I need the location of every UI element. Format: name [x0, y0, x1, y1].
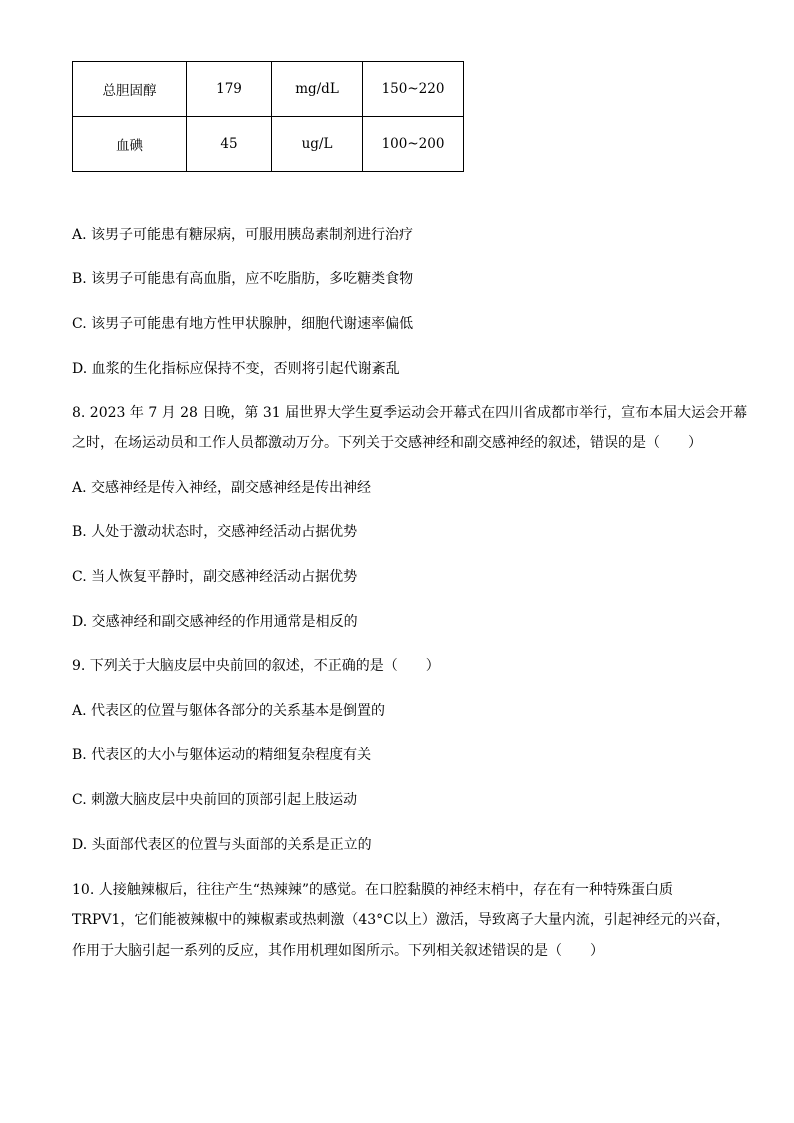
q9-option-a: A. 代表区的位置与躯体各部分的关系基本是倒置的 — [72, 703, 386, 719]
table-cell: 总胆固醇 — [73, 62, 187, 117]
q7-option-b: B. 该男子可能患有高血脂，应不吃脂肪，多吃糖类食物 — [72, 271, 414, 287]
q10-stem-line2: TRPV1，它们能被辣椒中的辣椒素或热刺激（43°C以上）激活，导致离子大量内流，引起神经元的兴奋， — [72, 912, 730, 928]
q7-option-c: C. 该男子可能患有地方性甲状腺肿，细胞代谢速率偏低 — [72, 316, 414, 332]
q8-stem-line1: 8. 2023 年 7 月 28 日晚，第 31 届世界大学生夏季运动会开幕式在四川省成都市举行，宣布本届大运会开幕 — [72, 405, 748, 421]
q7-option-d: D. 血浆的生化指标应保持不变，否则将引起代谢紊乱 — [72, 361, 400, 377]
q10-stem-line3: 作用于大脑引起一系列的反应，其作用机理如图所示。下列相关叙述错误的是（ ） — [72, 943, 604, 959]
q9-option-b: B. 代表区的大小与躯体运动的精细复杂程度有关 — [72, 747, 372, 763]
q8-option-a: A. 交感神经是传入神经，副交感神经是传出神经 — [72, 480, 372, 496]
table-cell: 100~200 — [363, 117, 464, 172]
table-row — [73, 117, 464, 172]
table-cell: 血碘 — [73, 117, 187, 172]
table-cell: 45 — [187, 117, 272, 172]
q8-option-b: B. 人处于激动状态时，交感神经活动占据优势 — [72, 524, 358, 540]
q10-stem-line1: 10. 人接触辣椒后，往往产生“热辣辣”的感觉。在口腔黏膜的神经末梢中，存在有一种特殊蛋白质 — [72, 882, 674, 898]
q8-option-c: C. 当人恢复平静时，副交感神经活动占据优势 — [72, 569, 358, 585]
table-cell: ug/L — [272, 117, 363, 172]
lab-results-table — [72, 61, 464, 172]
q9-stem: 9. 下列关于大脑皮层中央前回的叙述，不正确的是（ ） — [72, 658, 440, 674]
q7-option-a: A. 该男子可能患有糖尿病，可服用胰岛素制剂进行治疗 — [72, 227, 414, 243]
q9-option-d: D. 头面部代表区的位置与头面部的关系是正立的 — [72, 837, 372, 853]
table-row — [73, 62, 464, 117]
q8-stem-line2: 之时，在场运动员和工作人员都激动万分。下列关于交感神经和副交感神经的叙述，错误的是（ ） — [72, 435, 702, 451]
table-cell: mg/dL — [272, 62, 363, 117]
table-cell: 150~220 — [363, 62, 464, 117]
q9-option-c: C. 刺激大脑皮层中央前回的顶部引起上肢运动 — [72, 792, 358, 808]
q8-option-d: D. 交感神经和副交感神经的作用通常是相反的 — [72, 614, 358, 630]
table-cell: 179 — [187, 62, 272, 117]
